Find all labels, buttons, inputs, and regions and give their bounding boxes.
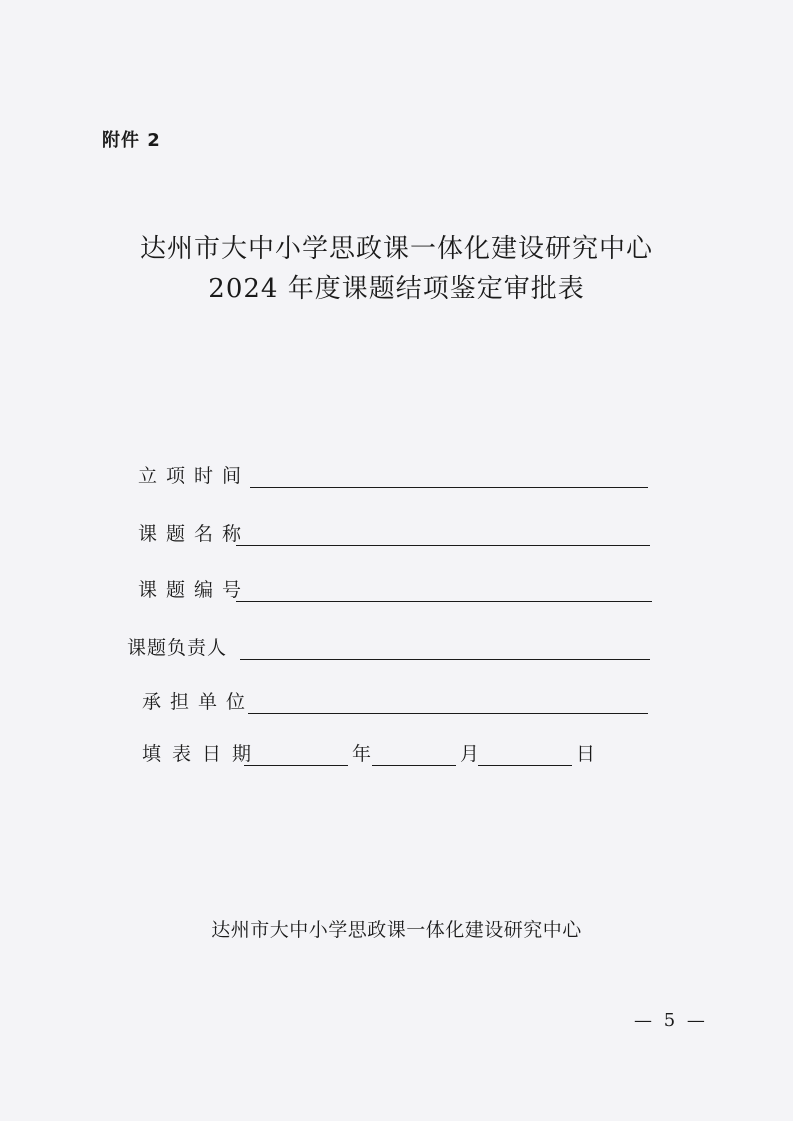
month-label: 月 <box>460 743 480 765</box>
fill-date-day-field[interactable] <box>478 765 572 766</box>
fill-date-year-field[interactable] <box>244 765 348 766</box>
year-label: 年 <box>352 743 372 765</box>
footer-organization: 达州市大中小学思政课一体化建设研究中心 <box>211 919 582 941</box>
topic-leader-label: 课题负责人 <box>127 637 228 659</box>
day-label: 日 <box>576 743 596 765</box>
fill-date-label: 填表日期 <box>142 743 263 765</box>
topic-number-label: 课题编号 <box>138 579 251 601</box>
document-title-line1: 达州市大中小学思政课一体化建设研究中心 <box>139 234 653 264</box>
document-title-line2: 2024 年度课题结项鉴定审批表 <box>208 274 585 304</box>
approval-time-field[interactable] <box>250 487 648 488</box>
approval-time-label: 立项时间 <box>138 465 251 487</box>
undertaking-unit-field[interactable] <box>248 713 648 714</box>
attachment-label: 附件 2 <box>102 130 161 151</box>
topic-number-field[interactable] <box>236 601 652 602</box>
undertaking-unit-label: 承担单位 <box>142 691 255 713</box>
page-number: — 5 — <box>634 1010 708 1031</box>
topic-leader-field[interactable] <box>240 659 650 660</box>
topic-name-field[interactable] <box>236 545 650 546</box>
fill-date-month-field[interactable] <box>372 765 456 766</box>
topic-name-label: 课题名称 <box>138 523 251 545</box>
